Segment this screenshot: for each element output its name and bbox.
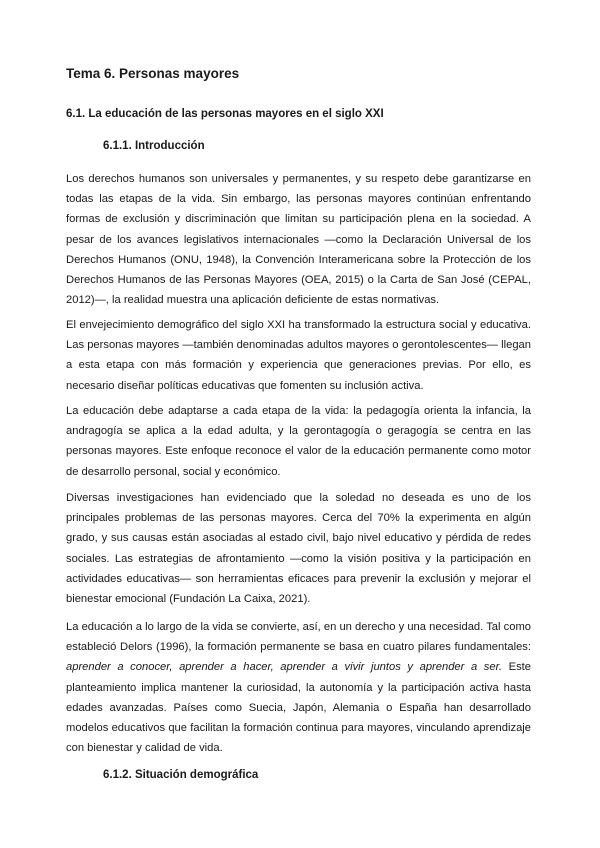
section-heading: 6.1. La educación de las personas mayores en el siglo XXI: [66, 108, 384, 120]
paragraph-5-after: Este planteamiento implica mantener la curiosidad, la autonomía y la participación activa hasta edades avanzadas. Países como Suecia, Japón, Alemania o España han desarrollado modelos educativos que facilitan la formación continua para mayores, vinculando aprendizaje con bienestar y calidad de vida.: [66, 661, 531, 755]
paragraph-4: Diversas investigaciones han evidenciado que la soledad no deseada es uno de los principales problemas de las personas mayores. Cerca del 70% la experimenta en algún grado, y sus causas están asociadas al estado civil, bajo nivel educativo y pérdida de redes sociales. Las estrategias de afrontamiento —como la visión positiva y la participación en actividades educativas— son herramientas eficaces para prevenir la exclusión y mejorar el bienestar emocional (Fundación La Caixa, 2021).: [66, 492, 531, 606]
paragraph-5-before: La educación a lo largo de la vida se convierte, así, en un derecho y una necesidad. Tal como estableció Delors (1996), la formación permanente se basa en cuatro pilares fundamentales:: [66, 621, 531, 654]
paragraph-5: [66, 617, 531, 758]
page-title: Tema 6. Personas mayores: [66, 66, 240, 81]
paragraph-2: El envejecimiento demográfico del siglo XXI ha transformado la estructura social y educativa. Las personas mayores —también denominadas adultos mayores o gerontolescentes— llegan a esta etapa con más formación y experiencia que generaciones previas. Por ello, es necesario diseñar políticas educativas que fomenten su inclusión activa.: [66, 319, 531, 392]
subsection-heading-situacion-demografica: 6.1.2. Situación demográfica: [103, 769, 259, 781]
paragraph-1: Los derechos humanos son universales y permanentes, y su respeto debe garantizarse en todas las etapas de la vida. Sin embargo, las personas mayores continúan enfrentando formas de exclusión y discriminación que limitan su participación plena en la sociedad. A pesar de los avances legislativos internacionales —como la Declaración Universal de los Derechos Humanos (ONU, 1948), la Convención Interamericana sobre la Protección de los Derechos Humanos de las Personas Mayores (OEA, 2015) o la Carta de San José (CEPAL, 2012)—, la realidad muestra una aplicación deficiente de estas normativas.: [66, 173, 531, 307]
paragraph-5-italic-pillars: aprender a conocer, aprender a hacer, aprender a vivir juntos y aprender a ser.: [66, 661, 503, 674]
paragraph-3: La educación debe adaptarse a cada etapa de la vida: la pedagogía orienta la infancia, la andragogía se aplica a la edad adulta, y la gerontagogía o geragogía se centra en las personas mayores. Este enfoque reconoce el valor de la educación permanente como motor de desarrollo personal, social y económico.: [66, 405, 531, 478]
subsection-heading-introduccion: 6.1.1. Introducción: [103, 140, 205, 152]
